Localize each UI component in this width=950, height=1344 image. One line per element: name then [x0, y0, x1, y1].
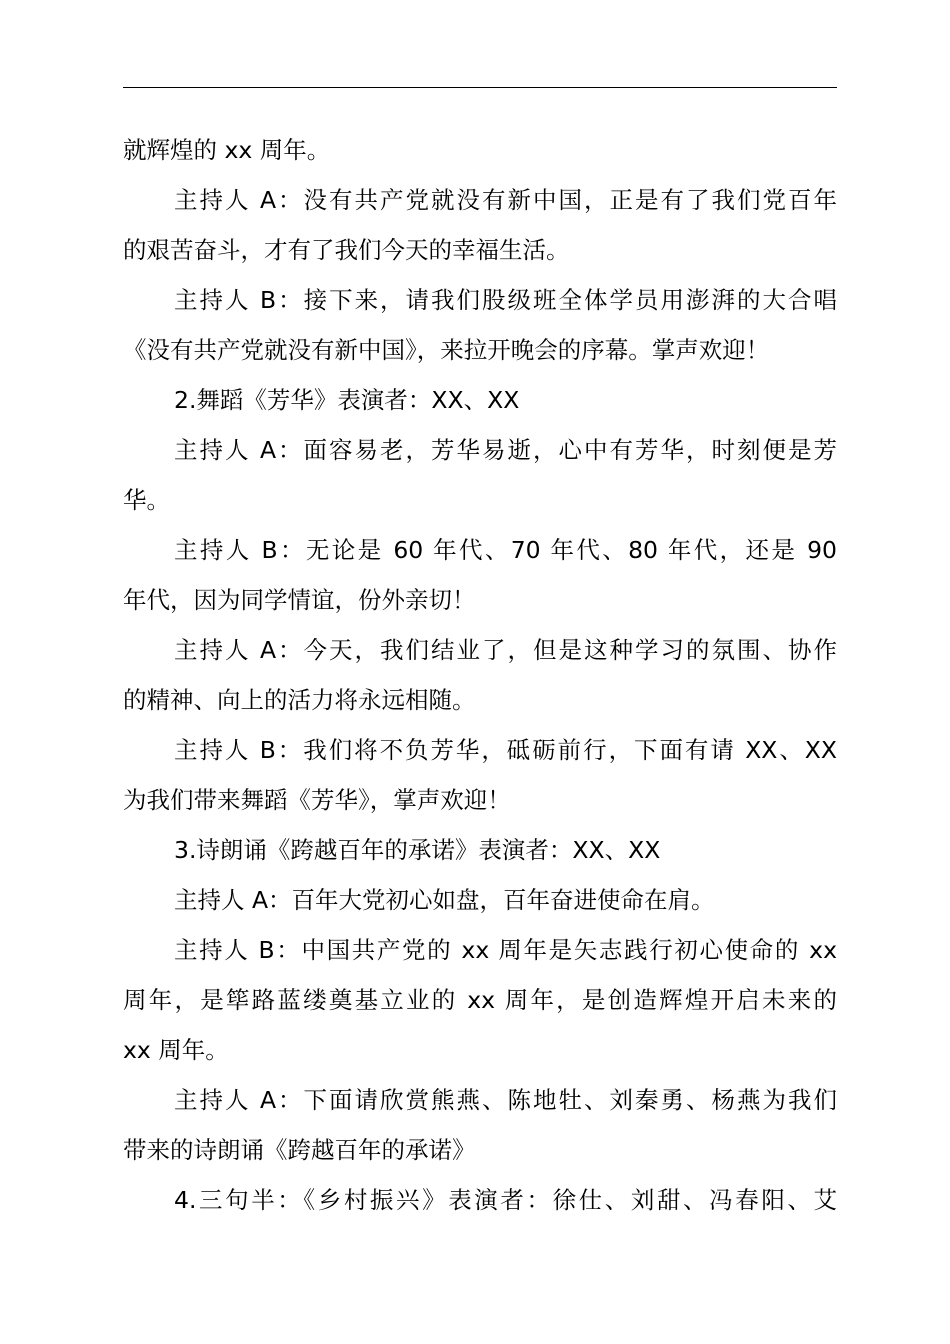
program-item-heading: 3.诗朗诵《跨越百年的承诺》表演者：XX、XX	[174, 836, 661, 864]
text-line: 主持人 B：接下来，请我们股级班全体学员用澎湃的大合唱	[174, 286, 837, 314]
text-line: 主持人 A：百年大党初心如盘，百年奋进使命在肩。	[174, 886, 715, 914]
text-line: 周年，是筚路蓝缕奠基立业的 xx 周年，是创造辉煌开启未来的	[123, 986, 837, 1014]
text-line: 主持人 A：没有共产党就没有新中国，正是有了我们党百年	[174, 186, 837, 214]
header-rule	[123, 87, 837, 88]
text-line: 就辉煌的 xx 周年。	[123, 136, 331, 164]
text-line: 的精神、向上的活力将永远相随。	[123, 686, 476, 714]
text-line: 主持人 A：今天，我们结业了，但是这种学习的氛围、协作	[174, 636, 837, 664]
text-line: 华。	[123, 486, 170, 514]
text-line: 《没有共产党就没有新中国》，来拉开晚会的序幕。掌声欢迎！	[123, 336, 770, 364]
program-item-heading: 2.舞蹈《芳华》表演者：XX、XX	[174, 386, 520, 414]
text-line: 主持人 A：面容易老，芳华易逝，心中有芳华，时刻便是芳	[174, 436, 837, 464]
program-item-heading: 4.三句半：《乡村振兴》表演者：徐仕、刘甜、冯春阳、艾	[174, 1186, 837, 1214]
text-line: 主持人 B：无论是 60 年代、70 年代、80 年代，还是 90	[174, 536, 837, 564]
text-line: 的艰苦奋斗，才有了我们今天的幸福生活。	[123, 236, 570, 264]
document-body	[123, 125, 837, 1225]
text-line: xx 周年。	[123, 1036, 229, 1064]
text-line: 主持人 A：下面请欣赏熊燕、陈地牡、刘秦勇、杨燕为我们	[174, 1086, 837, 1114]
text-line: 主持人 B：我们将不负芳华，砥砺前行，下面有请 XX、XX	[174, 736, 837, 764]
text-line: 主持人 B：中国共产党的 xx 周年是矢志践行初心使命的 xx	[174, 936, 837, 964]
text-line: 为我们带来舞蹈《芳华》，掌声欢迎！	[123, 786, 511, 814]
text-line: 年代，因为同学情谊，份外亲切！	[123, 586, 476, 614]
text-line: 带来的诗朗诵《跨越百年的承诺》	[123, 1136, 476, 1164]
